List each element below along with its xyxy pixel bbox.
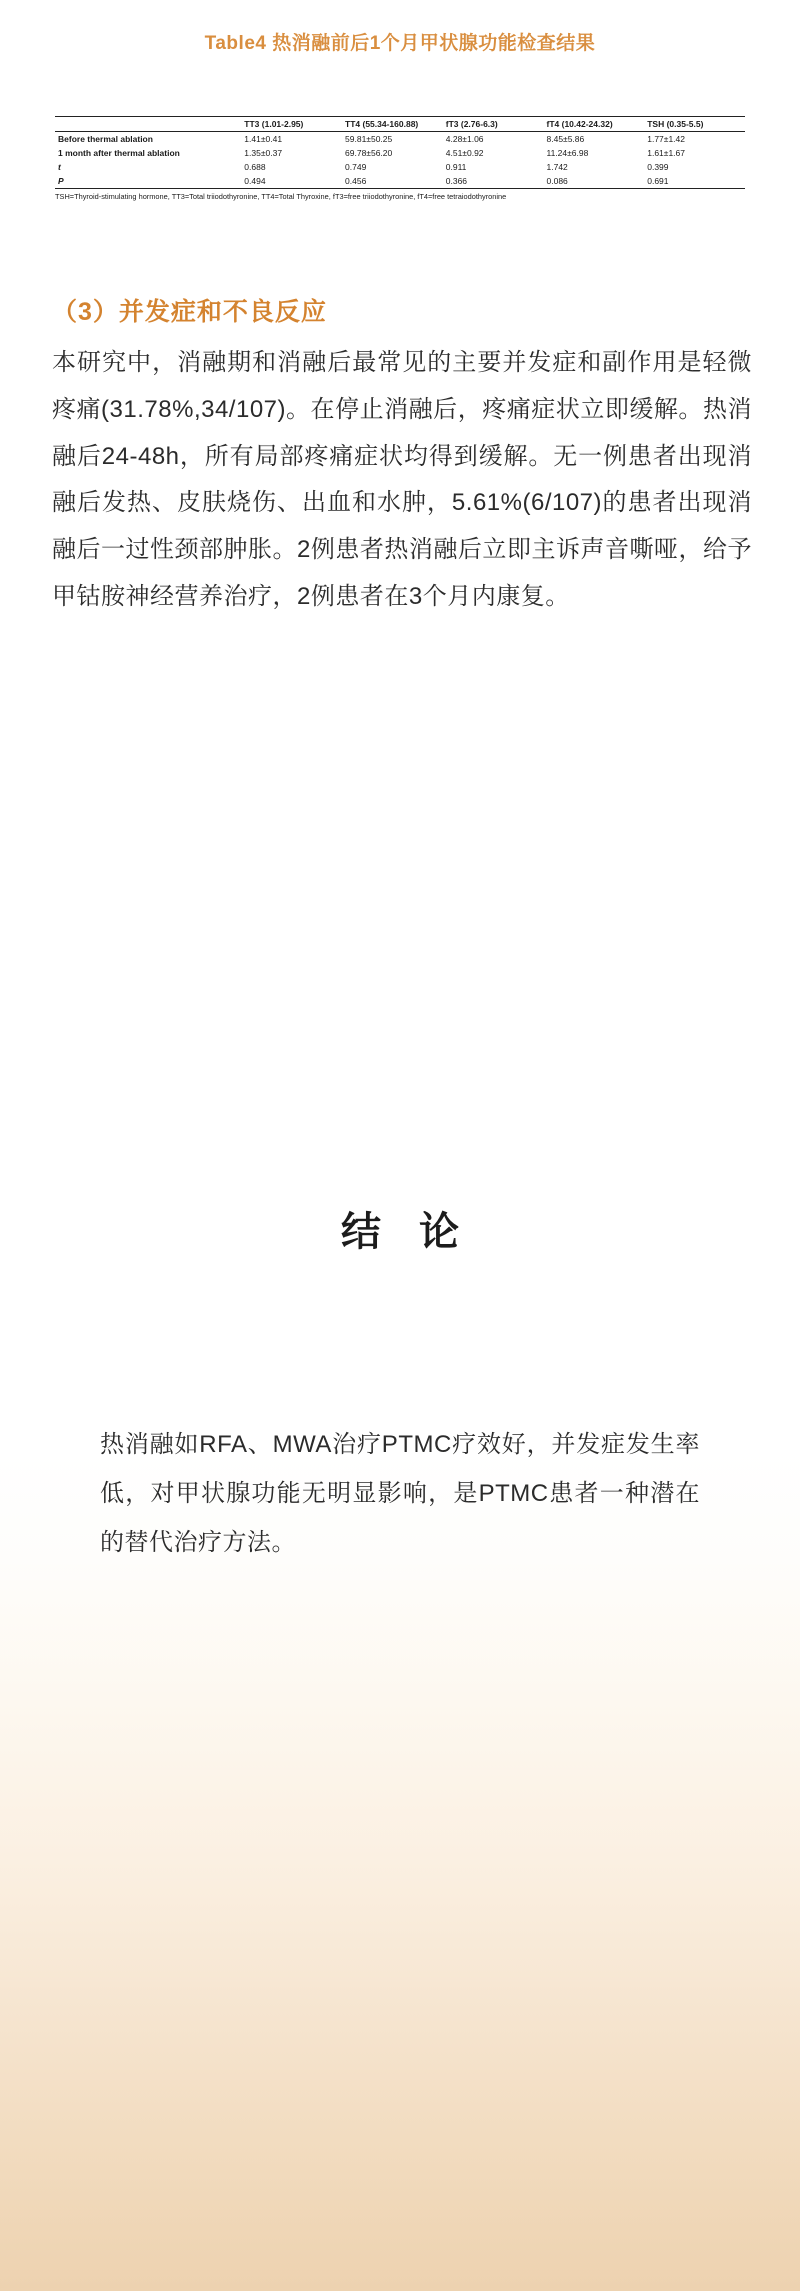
table-col-header: fT3 (2.76-6.3) xyxy=(443,117,544,132)
table-header xyxy=(55,117,745,132)
table-cell: 0.749 xyxy=(345,162,367,172)
table-cell: 1.41±0.41 xyxy=(244,134,283,144)
table-caption: Table4 热消融前后1个月甲状腺功能检查结果 xyxy=(204,33,596,54)
table-row xyxy=(55,174,745,189)
table-cell: 1.35±0.37 xyxy=(244,148,283,158)
table-cell: 0.911 xyxy=(445,162,467,172)
table-col-header: fT4 (10.42-24.32) xyxy=(544,117,645,132)
table-row xyxy=(55,132,745,147)
table-row xyxy=(55,160,745,174)
table-cell: 0.399 xyxy=(647,162,669,172)
table-cell: 1.742 xyxy=(546,162,568,172)
results-table-block xyxy=(55,116,745,201)
table-cell: 11.24±6.98 xyxy=(546,148,589,158)
table-col-header: TSH (0.35-5.5) xyxy=(644,117,745,132)
table-cell: 1.77±1.42 xyxy=(647,134,685,144)
conclusion-title: 结 论 xyxy=(341,1209,473,1254)
thyroid-function-table xyxy=(55,116,745,189)
table-cell: 0.366 xyxy=(443,174,544,189)
table-cell: 69.78±56.20 xyxy=(345,148,393,158)
table-cell: 0.688 xyxy=(244,162,266,172)
table-row-label: Before thermal ablation xyxy=(58,134,153,144)
table-row-label: 1 month after thermal ablation xyxy=(58,148,180,158)
table-row-label: P xyxy=(55,174,241,189)
table-cell: 0.691 xyxy=(644,174,745,189)
table-cell: 0.086 xyxy=(544,174,645,189)
table-cell: 0.456 xyxy=(342,174,443,189)
table-cell: 4.51±0.92 xyxy=(445,148,484,158)
table-body xyxy=(55,132,745,189)
table-cell: 59.81±50.25 xyxy=(345,134,393,144)
table-row-label: t xyxy=(58,162,61,172)
table-cell: 8.45±5.86 xyxy=(546,134,585,144)
table-cell: 1.61±1.67 xyxy=(647,148,685,158)
section-paragraph: 本研究中，消融期和消融后最常见的主要并发症和副作用是轻微疼痛(31.78%,34/107)。在停止消融后，疼痛症状立即缓解。热消融后24-48h，所有局部疼痛症状均得到缓解。无一例患者出现消融后发热、皮肤烧伤、出血和水肿，5.61%(6/107)的患者出现消融后一过性颈部肿胀。2例患者热消融后立即主诉声音嘶哑，给予甲钴胺神经营养治疗，2例患者在3个月内康复。 xyxy=(52,349,752,610)
table-col-header xyxy=(55,117,241,132)
table-cell: 0.494 xyxy=(241,174,342,189)
table-col-header: TT4 (55.34-160.88) xyxy=(342,117,443,132)
conclusion-paragraph: 热消融如RFA、MWA治疗PTMC疗效好，并发症发生率低，对甲状腺功能无明显影响，是PTMC患者一种潜在的替代治疗方法。 xyxy=(100,1431,700,1557)
table-header-row xyxy=(55,117,745,132)
table-footnote: TSH=Thyroid-stimulating hormone, TT3=Total triiodothyronine, TT4=Total Thyroxine, fT3=free triiodothyronine, fT4=free tetraiodothyronine xyxy=(55,192,507,201)
section-heading: （3）并发症和不良反应 xyxy=(52,298,327,326)
table-row xyxy=(55,146,745,160)
table-col-header: TT3 (1.01-2.95) xyxy=(241,117,342,132)
table-cell: 4.28±1.06 xyxy=(445,134,484,144)
